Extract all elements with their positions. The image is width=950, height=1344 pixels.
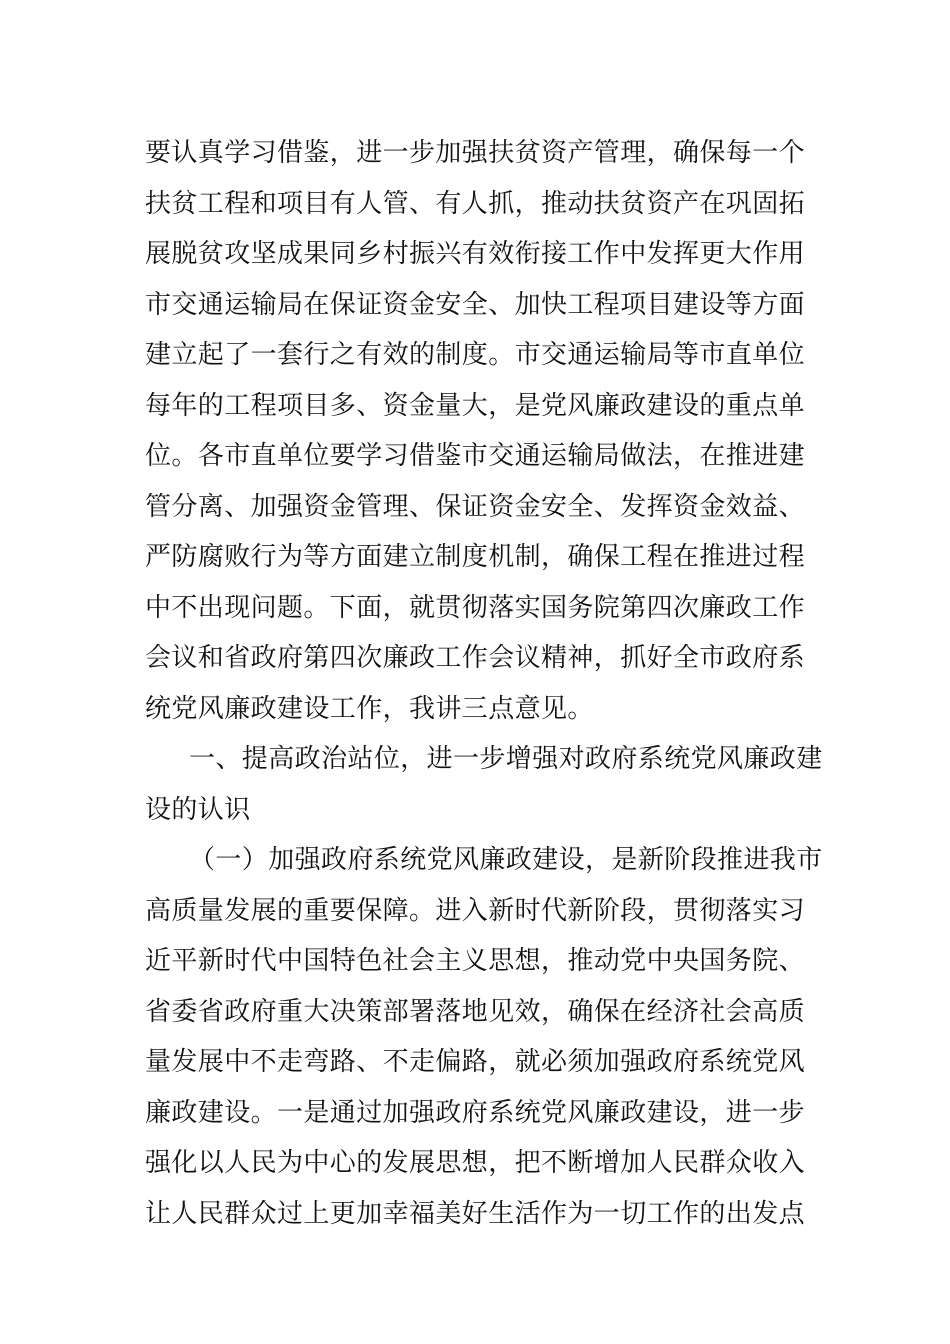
text-line: 扶贫工程和项目有人管、有人抓，推动扶贫资产在巩固拓: [145, 188, 806, 219]
text-line: 高质量发展的重要保障。进入新时代新阶段，贯彻落实习: [145, 895, 806, 926]
text-line: 展脱贫攻坚成果同乡村振兴有效衔接工作中发挥更大作用: [145, 239, 806, 269]
subsection-heading-line: （一）加强政府系统党风廉政建设，是新阶段推进我市: [189, 845, 823, 875]
text-line: 让人民群众过上更加幸福美好生活作为一切工作的出发点: [145, 1198, 806, 1229]
text-line: 管分离、加强资金管理、保证资金安全、发挥资金效益、: [145, 491, 806, 522]
text-line: 统党风廉政建设工作，我讲三点意见。: [145, 693, 594, 724]
text-line: 强化以人民为中心的发展思想，把不断增加人民群众收入: [145, 1148, 806, 1178]
text-line: 量发展中不走弯路、不走偏路，就必须加强政府系统党风: [145, 1047, 806, 1077]
section-heading-line: 一、提高政治站位，进一步增强对政府系统党风廉政建: [189, 744, 823, 774]
text-line: 省委省政府重大决策部署落地见效，确保在经济社会高质: [145, 996, 806, 1027]
text-line: 会议和省政府第四次廉政工作会议精神，抓好全市政府系: [145, 643, 806, 673]
text-line: 市交通运输局在保证资金安全、加快工程项目建设等方面: [145, 289, 806, 320]
section-heading-line: 设的认识: [145, 794, 251, 825]
text-line: 近平新时代中国特色社会主义思想，推动党中央国务院、: [145, 946, 806, 976]
document-body: [145, 128, 823, 1239]
text-line: 建立起了一套行之有效的制度。市交通运输局等市直单位: [145, 340, 806, 370]
text-line: 要认真学习借鉴，进一步加强扶贫资产管理，确保每一个: [145, 138, 806, 168]
text-line: 中不出现问题。下面，就贯彻落实国务院第四次廉政工作: [145, 592, 806, 623]
text-line: 位。各市直单位要学习借鉴市交通运输局做法，在推进建: [145, 441, 806, 471]
text-line: 廉政建设。一是通过加强政府系统党风廉政建设，进一步: [145, 1097, 806, 1128]
text-line: 每年的工程项目多、资金量大，是党风廉政建设的重点单: [145, 390, 806, 421]
text-line: 严防腐败行为等方面建立制度机制，确保工程在推进过程: [145, 542, 806, 572]
